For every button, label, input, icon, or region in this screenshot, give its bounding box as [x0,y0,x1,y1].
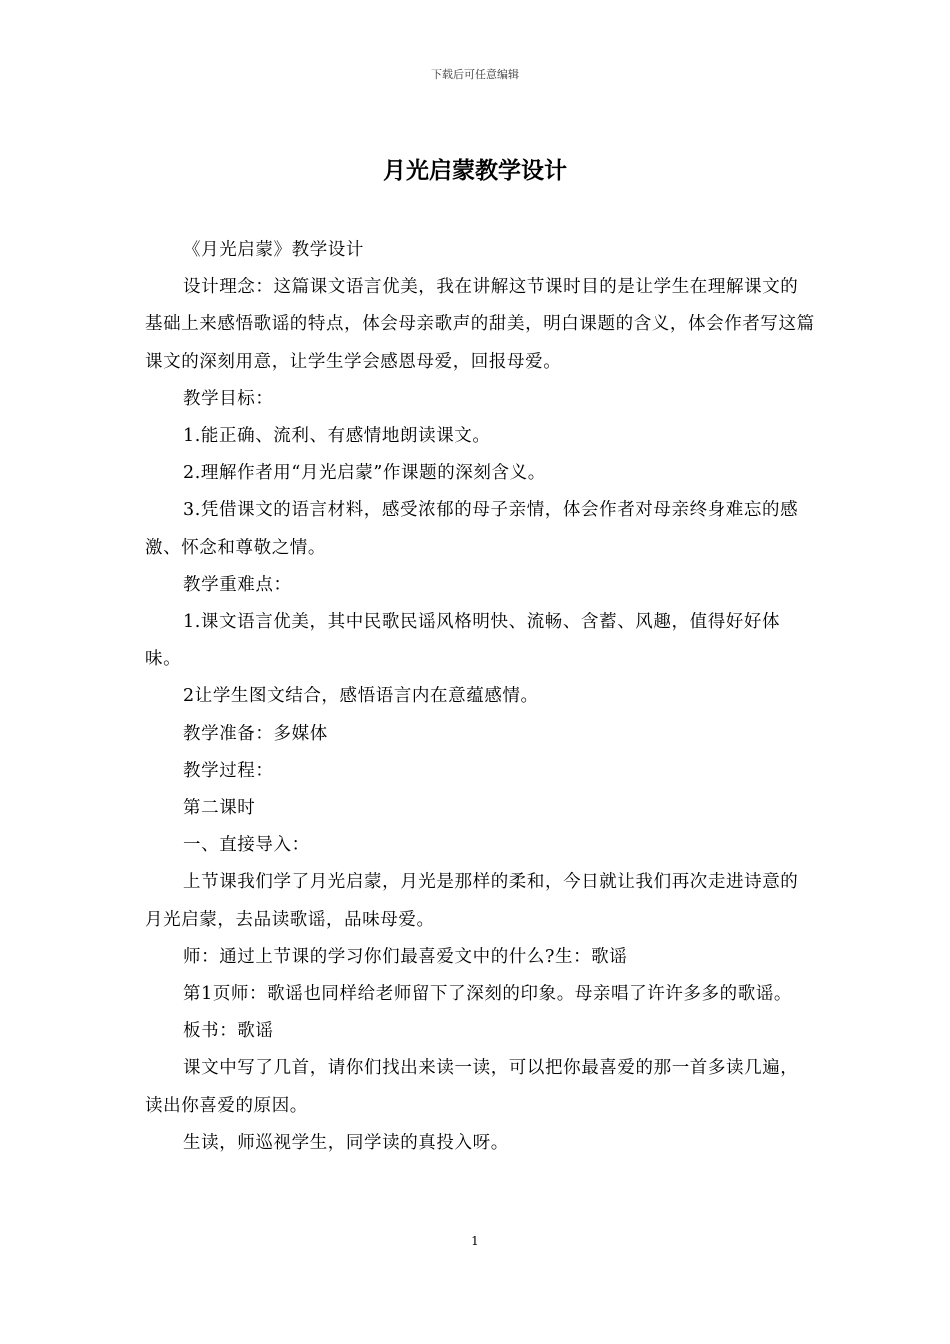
paragraph: 教学过程： [183,760,274,781]
paragraph: 课文中写了几首，请你们找出来读一读，可以把你最喜爱的那一首多读几遍，读出你喜爱的原因。 [145,1058,799,1116]
paragraph: 第二课时 [183,798,256,819]
document-title: 月光启蒙教学设计 [383,157,567,184]
paragraph: 教学准备：多媒体 [183,723,328,744]
paragraph: 1.能正确、流利、有感情地朗读课文。 [183,426,491,447]
paragraph: 生读，师巡视学生，同学读的真投入呀。 [183,1132,509,1153]
paragraph: 一、直接导入： [183,835,310,856]
paragraph: 上节课我们学了月光启蒙，月光是那样的柔和，今日就让我们再次走进诗意的月光启蒙，去品读歌谣，品味母爱。 [145,872,799,930]
paragraph: 板书：歌谣 [183,1021,274,1042]
paragraph: 1.课文语言优美，其中民歌民谣风格明快、流畅、含蓄、风趣，值得好好体味。 [145,612,781,670]
header-note: 下载后可任意编辑 [431,68,519,81]
paragraph: 教学目标： [183,388,274,409]
paragraph: 师：通过上节课的学习你们最喜爱文中的什么?生：歌谣 [183,946,628,967]
paragraph: 《月光启蒙》教学设计 [183,240,364,260]
paragraph: 2.理解作者用“月光启蒙”作课题的深刻含义。 [183,463,546,484]
document-body [145,232,815,1162]
paragraph: 第1页师：歌谣也同样给老师留下了深刻的印象。母亲唱了许许多多的歌谣。 [183,984,793,1005]
paragraph: 教学重难点： [183,574,292,595]
page-number: 1 [471,1234,479,1248]
paragraph: 3.凭借课文的语言材料，感受浓郁的母子亲情，体会作者对母亲终身难忘的感激、怀念和尊敬之情。 [145,500,799,558]
paragraph: 设计理念：这篇课文语言优美，我在讲解这节课时目的是让学生在理解课文的基础上来感悟歌谣的特点，体会母亲歌声的甜美，明白课题的含义，体会作者写这篇课文的深刻用意，让学生学会感恩母爱，回报母爱。 [145,277,815,372]
paragraph: 2让学生图文结合，感悟语言内在意蕴感情。 [183,686,539,707]
